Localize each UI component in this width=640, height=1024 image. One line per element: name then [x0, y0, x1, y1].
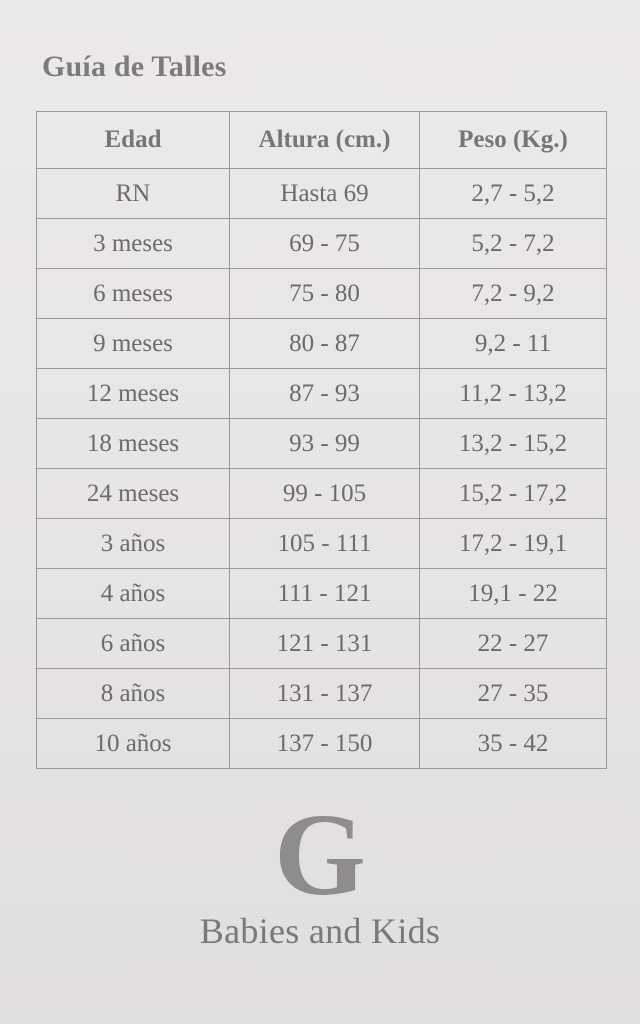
- cell-edad: 24 meses: [37, 469, 230, 519]
- table-row: [37, 719, 607, 769]
- table-row: [37, 519, 607, 569]
- cell-edad: 9 meses: [37, 319, 230, 369]
- size-table: [36, 111, 607, 769]
- header-peso: Peso (Kg.): [420, 112, 607, 169]
- table-row: [37, 369, 607, 419]
- cell-peso: 15,2 - 17,2: [420, 469, 607, 519]
- cell-peso: 5,2 - 7,2: [420, 219, 607, 269]
- header-altura: Altura (cm.): [230, 112, 420, 169]
- cell-altura: 80 - 87: [230, 319, 420, 369]
- table-row: [37, 419, 607, 469]
- table-row: [37, 669, 607, 719]
- cell-altura: 111 - 121: [230, 569, 420, 619]
- cell-altura: 75 - 80: [230, 269, 420, 319]
- cell-altura: 121 - 131: [230, 619, 420, 669]
- table-row: [37, 619, 607, 669]
- cell-altura: 69 - 75: [230, 219, 420, 269]
- cell-edad: 12 meses: [37, 369, 230, 419]
- cell-edad: RN: [37, 169, 230, 219]
- table-row: [37, 269, 607, 319]
- cell-peso: 27 - 35: [420, 669, 607, 719]
- cell-altura: 137 - 150: [230, 719, 420, 769]
- cell-edad: 4 años: [37, 569, 230, 619]
- logo-letter: G: [274, 789, 366, 920]
- cell-edad: 8 años: [37, 669, 230, 719]
- brand-name: Babies and Kids: [199, 911, 441, 951]
- cell-peso: 19,1 - 22: [420, 569, 607, 619]
- cell-edad: 10 años: [37, 719, 230, 769]
- cell-altura: 105 - 111: [230, 519, 420, 569]
- cell-edad: 3 meses: [37, 219, 230, 269]
- cell-altura: 131 - 137: [230, 669, 420, 719]
- table-row: [37, 469, 607, 519]
- cell-peso: 35 - 42: [420, 719, 607, 769]
- cell-peso: 7,2 - 9,2: [420, 269, 607, 319]
- page-title: Guía de Talles: [42, 50, 227, 83]
- table-body: [37, 169, 607, 769]
- table-header-row: [37, 112, 607, 169]
- cell-peso: 17,2 - 19,1: [420, 519, 607, 569]
- cell-altura: 99 - 105: [230, 469, 420, 519]
- cell-edad: 6 meses: [37, 269, 230, 319]
- table-row: [37, 319, 607, 369]
- cell-edad: 3 años: [37, 519, 230, 569]
- header-edad: Edad: [37, 112, 230, 169]
- cell-altura: Hasta 69: [230, 169, 420, 219]
- table-row: [37, 569, 607, 619]
- cell-altura: 93 - 99: [230, 419, 420, 469]
- brand-logo: [0, 789, 640, 952]
- table-row: [37, 219, 607, 269]
- cell-peso: 13,2 - 15,2: [420, 419, 607, 469]
- cell-edad: 6 años: [37, 619, 230, 669]
- cell-peso: 22 - 27: [420, 619, 607, 669]
- cell-peso: 2,7 - 5,2: [420, 169, 607, 219]
- cell-edad: 18 meses: [37, 419, 230, 469]
- cell-peso: 11,2 - 13,2: [420, 369, 607, 419]
- table-row: [37, 169, 607, 219]
- cell-altura: 87 - 93: [230, 369, 420, 419]
- cell-peso: 9,2 - 11: [420, 319, 607, 369]
